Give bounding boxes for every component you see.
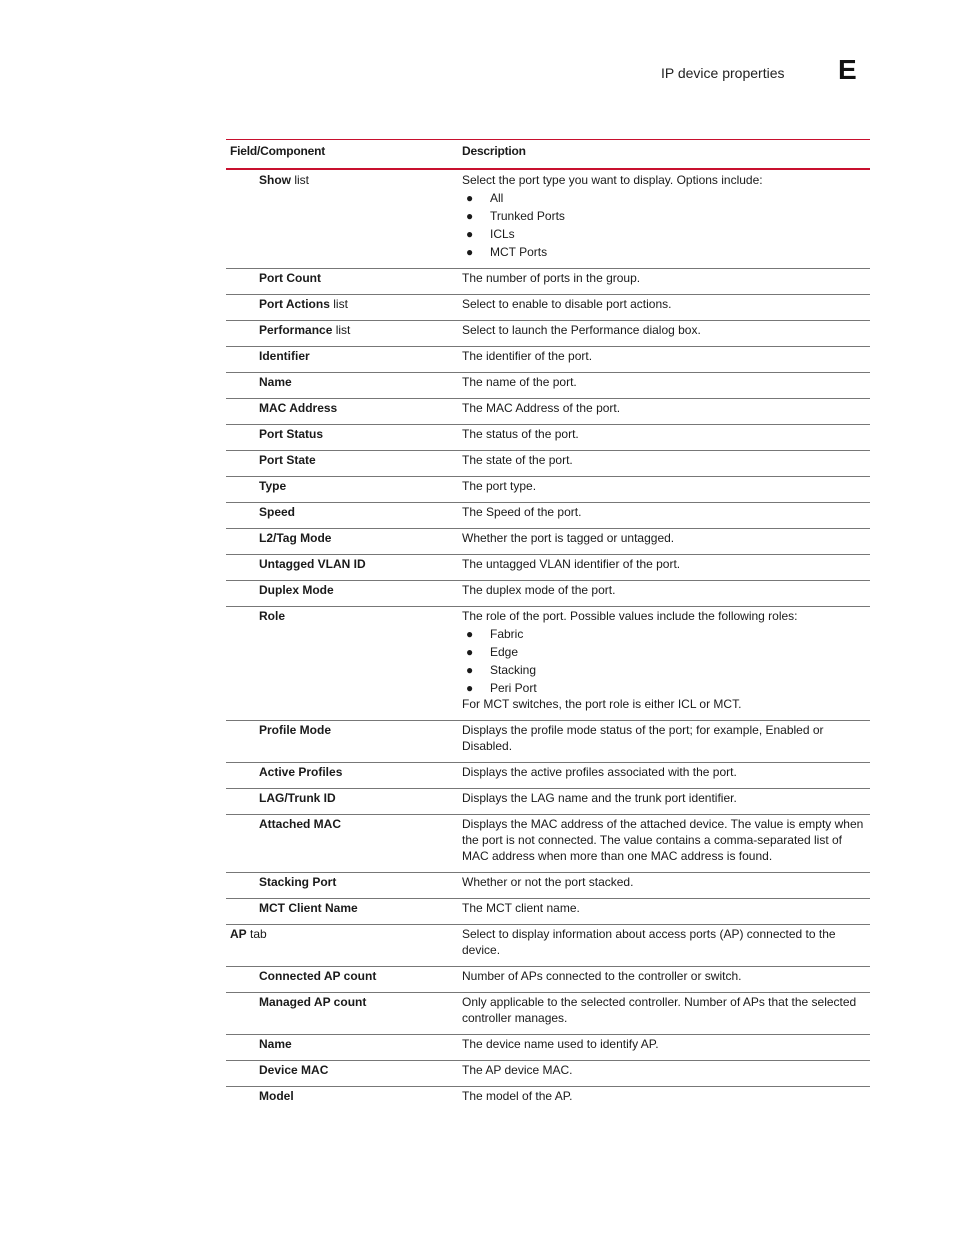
list-item [462,644,866,660]
field-name: Port Status [259,427,324,441]
description-cell [457,347,870,373]
table-row [226,815,870,873]
table-row [226,451,870,477]
table-row [226,477,870,503]
field-cell [226,607,457,721]
field-type-suffix: list [329,297,348,311]
list-item [462,626,866,642]
list-item [462,208,866,224]
description-cell [457,1035,870,1061]
list-item-label: ICLs [490,227,515,241]
field-name: MAC Address [259,401,338,415]
field-cell [226,815,457,873]
list-item-label: Stacking [490,663,537,677]
description-text: The untagged VLAN identifier of the port. [462,557,681,571]
description-text: Displays the MAC address of the attached device. The value is empty when the port is not connected. The value contains a comma-separated list of MAC address when more than one MAC address is found. [462,817,864,863]
table-row [226,295,870,321]
field-cell [226,295,457,321]
field-name: Name [259,375,292,389]
field-cell [226,899,457,925]
table-row [226,899,870,925]
field-name: Connected AP count [259,969,377,983]
field-name: Role [259,609,286,623]
field-cell [226,993,457,1035]
bullet-icon: ● [466,227,474,241]
description-cell [457,321,870,347]
option-list [462,190,866,260]
table-row [226,763,870,789]
field-cell [226,763,457,789]
description-text: The device name used to identify AP. [462,1037,659,1051]
description-cell [457,789,870,815]
table-row [226,399,870,425]
field-name: Performance [259,323,333,337]
table-row [226,967,870,993]
description-text: Whether or not the port stacked. [462,875,634,889]
description-cell [457,425,870,451]
description-text: The MCT client name. [462,901,580,915]
field-name: Stacking Port [259,875,337,889]
description-text: Select the port type you want to display. Options include: [462,173,763,187]
description-cell [457,1087,870,1113]
appendix-letter: E [838,54,857,85]
table-row [226,1087,870,1113]
description-cell [457,169,870,269]
field-name: Profile Mode [259,723,332,737]
column-header-field: Field/Component [226,140,457,170]
description-text: The port type. [462,479,537,493]
description-cell [457,529,870,555]
table-row [226,925,870,967]
list-item-label: All [490,191,504,205]
description-text: Number of APs connected to the controller or switch. [462,969,742,983]
bullet-icon: ● [466,627,474,641]
description-text: Select to enable to disable port actions. [462,297,672,311]
field-name: Speed [259,505,296,519]
field-cell [226,477,457,503]
table-row [226,269,870,295]
list-item-label: Edge [490,645,519,659]
list-item [462,680,866,696]
properties-table [226,139,870,1112]
description-cell [457,607,870,721]
field-type-suffix: tab [246,927,267,941]
table-row [226,873,870,899]
description-cell [457,1061,870,1087]
description-text: The state of the port. [462,453,573,467]
list-item [462,244,866,260]
field-cell [226,399,457,425]
description-text: The MAC Address of the port. [462,401,621,415]
field-type-suffix: list [332,323,351,337]
table-row [226,373,870,399]
table-row [226,503,870,529]
field-cell [226,925,457,967]
description-text: The AP device MAC. [462,1063,573,1077]
description-cell [457,873,870,899]
description-cell [457,503,870,529]
field-name: Active Profiles [259,765,343,779]
table-row [226,555,870,581]
field-cell [226,1061,457,1087]
bullet-icon: ● [466,209,474,223]
description-note: For MCT switches, the port role is either ICL or MCT. [462,697,742,711]
field-name: Device MAC [259,1063,329,1077]
field-cell [226,169,457,269]
field-cell [226,347,457,373]
description-text: The number of ports in the group. [462,271,641,285]
description-cell [457,925,870,967]
table-row [226,1035,870,1061]
field-cell [226,555,457,581]
field-name: AP [230,927,247,941]
description-text: The name of the port. [462,375,577,389]
field-name: Managed AP count [259,995,367,1009]
description-cell [457,399,870,425]
table-row [226,529,870,555]
field-name: Show [259,173,291,187]
table-row [226,721,870,763]
field-name: Model [259,1089,294,1103]
field-name: Type [259,479,287,493]
table-row [226,1061,870,1087]
table-header-row [226,140,870,170]
column-header-description: Description [457,140,870,170]
field-name: Untagged VLAN ID [259,557,366,571]
list-item-label: Fabric [490,627,524,641]
description-text: Whether the port is tagged or untagged. [462,531,675,545]
table-row [226,607,870,721]
list-item [462,226,866,242]
field-cell [226,873,457,899]
table-row [226,581,870,607]
field-cell [226,425,457,451]
field-name: LAG/Trunk ID [259,791,336,805]
description-cell [457,295,870,321]
field-cell [226,967,457,993]
description-cell [457,269,870,295]
field-cell [226,581,457,607]
field-type-suffix: list [291,173,309,187]
bullet-icon: ● [466,681,474,695]
field-name: Port Count [259,271,321,285]
field-name: Port State [259,453,316,467]
page-header-title: IP device properties [661,65,785,81]
field-cell [226,321,457,347]
field-name: L2/Tag Mode [259,531,332,545]
description-cell [457,555,870,581]
description-cell [457,815,870,873]
description-cell [457,373,870,399]
field-name: Duplex Mode [259,583,334,597]
bullet-icon: ● [466,663,474,677]
field-cell [226,503,457,529]
field-cell [226,373,457,399]
table-row [226,169,870,269]
list-item-label: MCT Ports [490,245,548,259]
description-cell [457,899,870,925]
description-text: The role of the port. Possible values include the following roles: [462,609,798,623]
field-name: Name [259,1037,292,1051]
option-list [462,626,866,696]
table-row [226,321,870,347]
description-cell [457,993,870,1035]
field-name: MCT Client Name [259,901,358,915]
table-row [226,347,870,373]
bullet-icon: ● [466,191,474,205]
field-cell [226,789,457,815]
description-text: The model of the AP. [462,1089,573,1103]
description-text: Displays the active profiles associated with the port. [462,765,737,779]
field-name: Identifier [259,349,310,363]
description-cell [457,451,870,477]
description-text: The identifier of the port. [462,349,593,363]
field-cell [226,1035,457,1061]
field-name: Port Actions [259,297,330,311]
description-cell [457,581,870,607]
list-item-label: Peri Port [490,681,537,695]
list-item [462,190,866,206]
table-row [226,789,870,815]
bullet-icon: ● [466,245,474,259]
description-text: Displays the profile mode status of the port; for example, Enabled or Disabled. [462,723,824,753]
description-cell [457,477,870,503]
field-name: Attached MAC [259,817,342,831]
list-item [462,662,866,678]
field-cell [226,721,457,763]
field-cell [226,451,457,477]
description-text: Displays the LAG name and the trunk port identifier. [462,791,737,805]
description-cell [457,763,870,789]
description-text: The Speed of the port. [462,505,582,519]
description-text: Select to display information about access ports (AP) connected to the device. [462,927,836,957]
description-text: The status of the port. [462,427,579,441]
description-cell [457,721,870,763]
bullet-icon: ● [466,645,474,659]
table-row [226,993,870,1035]
description-cell [457,967,870,993]
description-text: The duplex mode of the port. [462,583,616,597]
list-item-label: Trunked Ports [490,209,565,223]
field-cell [226,269,457,295]
field-cell [226,529,457,555]
field-cell [226,1087,457,1113]
description-text: Select to launch the Performance dialog box. [462,323,701,337]
description-text: Only applicable to the selected controller. Number of APs that the selected controller manages. [462,995,857,1025]
table-row [226,425,870,451]
